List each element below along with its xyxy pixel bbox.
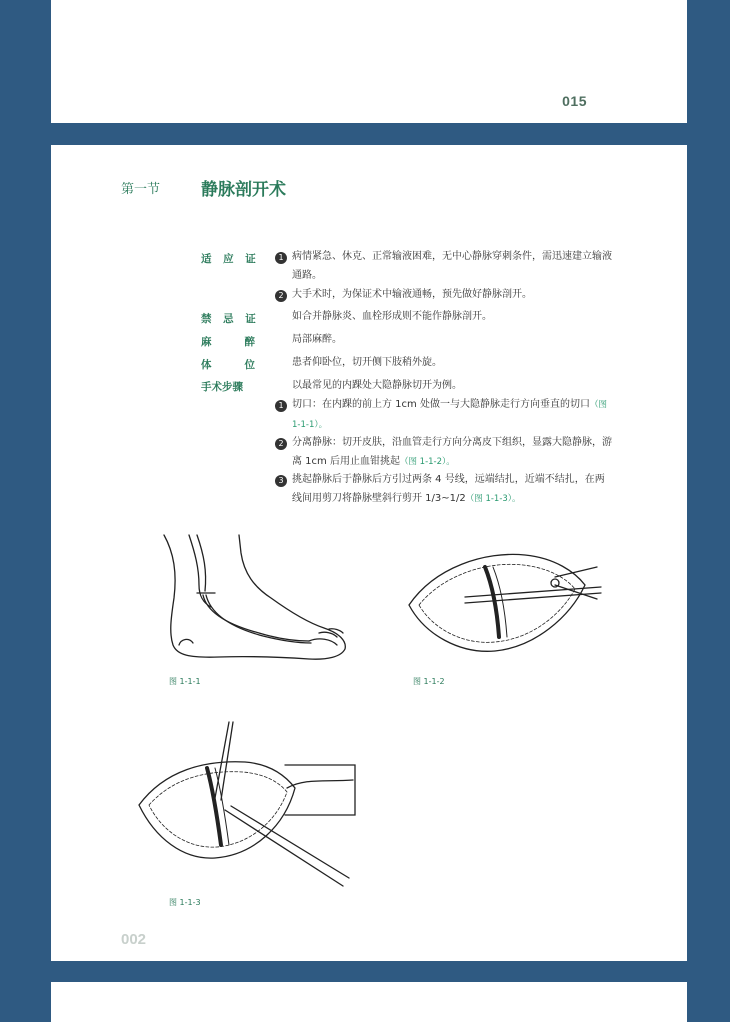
anesthesia-text: 局部麻醉。 <box>292 334 342 345</box>
vein-exposure-illustration-icon <box>405 547 603 657</box>
section-title: 静脉剖开术 <box>201 180 286 200</box>
step-marker-1: 1 <box>275 400 287 412</box>
figure-ref-3: （图 1-1-3）。 <box>465 494 521 504</box>
step-marker-2: 2 <box>275 438 287 450</box>
indication-text-1: 病情紧急、休克、正常输液困难，无中心静脉穿刺条件，需迅速建立输液通路。 <box>292 251 612 281</box>
figure-caption-2: 图 1-1-2 <box>413 677 445 686</box>
term-indications: 适 应 证 <box>201 253 260 265</box>
term-anesthesia: 麻 醉 <box>201 336 259 348</box>
figure-ref-1: （图 1-1-1）。 <box>292 400 607 430</box>
figure-caption-1: 图 1-1-1 <box>169 677 201 686</box>
section-label: 第一节 <box>121 182 161 197</box>
step-text-1: 切口：在内踝的前上方 1cm 处做一与大隐静脉走行方向垂直的切口（图 1-1-1）。 <box>292 399 607 430</box>
term-procedure: 手术步骤 <box>201 381 243 393</box>
page-number-bottom: 002 <box>121 931 147 948</box>
indication-text-2: 大手术时，为保证术中输液通畅，预先做好静脉剖开。 <box>292 289 532 300</box>
step-text-3: 挑起静脉后于静脉后方引过两条 4 号线，远端结扎，近端不结扎，在两线间用剪刀将静脉壁斜行剪开 1/3~1/2（图 1-1-3）。 <box>292 474 605 504</box>
procedure-intro: 以最常见的内踝处大隐静脉切开为例。 <box>292 380 462 391</box>
contraindications-text: 如合并静脉炎、血栓形成则不能作静脉剖开。 <box>292 311 492 322</box>
page-number-top: 015 <box>562 93 587 109</box>
indication-marker-2: 2 <box>275 290 287 302</box>
step-marker-3: 3 <box>275 475 287 487</box>
indication-marker-1: 1 <box>275 252 287 264</box>
term-position: 体 位 <box>201 359 259 371</box>
figure-caption-3: 图 1-1-3 <box>169 898 201 907</box>
main-page <box>51 145 687 961</box>
previous-page <box>51 0 687 123</box>
position-text: 患者仰卧位，切开侧下肢稍外旋。 <box>292 357 442 368</box>
next-page <box>51 982 687 1022</box>
vein-incision-illustration-icon <box>135 720 357 900</box>
term-contraindications: 禁 忌 证 <box>201 313 260 325</box>
foot-ankle-illustration-icon <box>159 533 354 668</box>
step-text-2: 分离静脉：切开皮肤，沿血管走行方向分离皮下组织，显露大隐静脉，游离 1cm 后用止血钳挑起（图 1-1-2）。 <box>292 437 612 467</box>
figure-ref-2: （图 1-1-2）。 <box>399 457 455 467</box>
